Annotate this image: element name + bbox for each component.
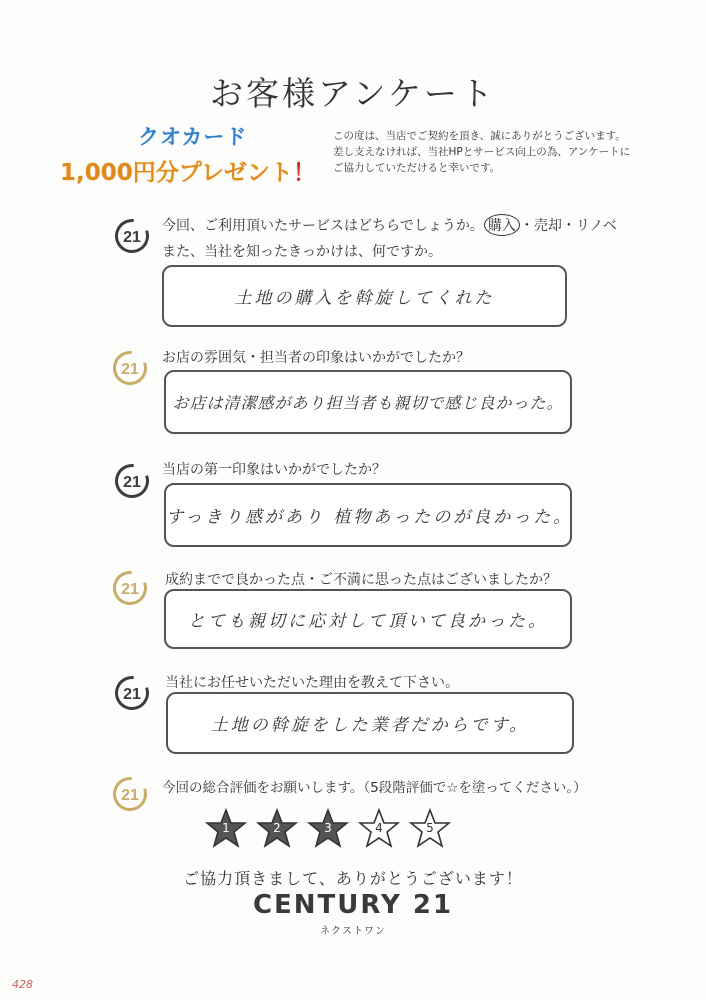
question-5: 当社にお任せいただいた理由を教えて下さい。 (165, 675, 459, 691)
intro-line: 差し支えなければ、当社HPとサービス向上の為、アンケートに (333, 146, 631, 158)
page-number-mark: 428 (12, 978, 33, 991)
star-number: 4 (375, 821, 383, 835)
promo-present-text: 1,000円分プレゼント (60, 160, 293, 186)
logo-text: 21 (121, 581, 139, 598)
century21-logo-icon (114, 675, 150, 711)
century21-logo-icon (112, 776, 148, 812)
handwritten-answer-1: 土地の購入を斡旋してくれた (234, 288, 495, 309)
handwritten-answer-3: すっきり感があり 植物あったのが良かった。 (166, 507, 574, 528)
page-title: お客様アンケート (209, 74, 497, 113)
star-rating-2[interactable] (256, 808, 298, 848)
question-4: 成約までで良かった点・ご不満に思った点はございましたか？ (165, 572, 557, 588)
century21-logo-icon (112, 350, 148, 386)
answer-box-2[interactable] (164, 370, 572, 434)
promo-present (60, 154, 316, 187)
logo-text: 21 (123, 474, 141, 491)
answer-box-5[interactable] (166, 692, 574, 754)
intro-line: この度は、当店でご契約を頂き、誠にありがとうございます。 (333, 130, 626, 142)
century21-logo-icon (114, 463, 150, 499)
century21-logo-icon (114, 218, 150, 254)
circled-option-purchase: 購入 (484, 214, 520, 236)
handwritten-answer-2: お店は清潔感があり担当者も親切で感じ良かった。 (172, 393, 564, 413)
star-number: 2 (273, 821, 281, 835)
star-number: 1 (222, 821, 230, 835)
star-number: 5 (426, 821, 434, 835)
answer-box-4[interactable] (164, 589, 572, 649)
century21-logo-icon (112, 570, 148, 606)
handwritten-answer-4: とても親切に応対して頂いて良かった。 (188, 611, 548, 632)
answer-box-1[interactable] (162, 265, 567, 327)
star-rating-3[interactable] (307, 808, 349, 848)
question-6-overall-rating: 今回の総合評価をお願いします。（5段階評価で☆を塗ってください。） (162, 780, 587, 796)
logo-text: 21 (123, 686, 141, 703)
question-1-line-1 (162, 214, 617, 236)
question-3: 当店の第一印象はいかがでしたか？ (162, 462, 386, 478)
brand-subtitle: ネクストワン (320, 926, 386, 937)
logo-text: 21 (123, 229, 141, 246)
brand-name: CENTURY 21 (252, 890, 454, 920)
question-1-options: ・売却・リノベ (519, 218, 617, 234)
thank-you-message: ご協力頂きまして、ありがとうございます！ (183, 869, 523, 888)
intro-text (333, 128, 653, 176)
logo-text: 21 (121, 787, 139, 804)
rating-stars (205, 808, 455, 848)
star-rating-5[interactable] (409, 808, 451, 848)
answer-box-3[interactable] (164, 483, 572, 547)
handwritten-answer-5: 土地の斡旋をした業者だからです。 (210, 715, 530, 736)
intro-line: ご協力していただけると幸いです。 (333, 162, 501, 174)
logo-text: 21 (121, 361, 139, 378)
question-1-line-2: また、当社を知ったきっかけは、何ですか。 (162, 244, 442, 260)
star-rating-4[interactable] (358, 808, 400, 848)
promo-quo-card: クオカード (138, 125, 248, 149)
question-2: お店の雰囲気・担当者の印象はいかがでしたか？ (162, 350, 470, 366)
star-rating-1[interactable] (205, 808, 247, 848)
star-number: 3 (324, 821, 332, 835)
promo-exclamation: ！ (292, 160, 316, 186)
question-1-prefix: 今回、ご利用頂いたサービスはどちらでしょうか。 (162, 218, 484, 234)
